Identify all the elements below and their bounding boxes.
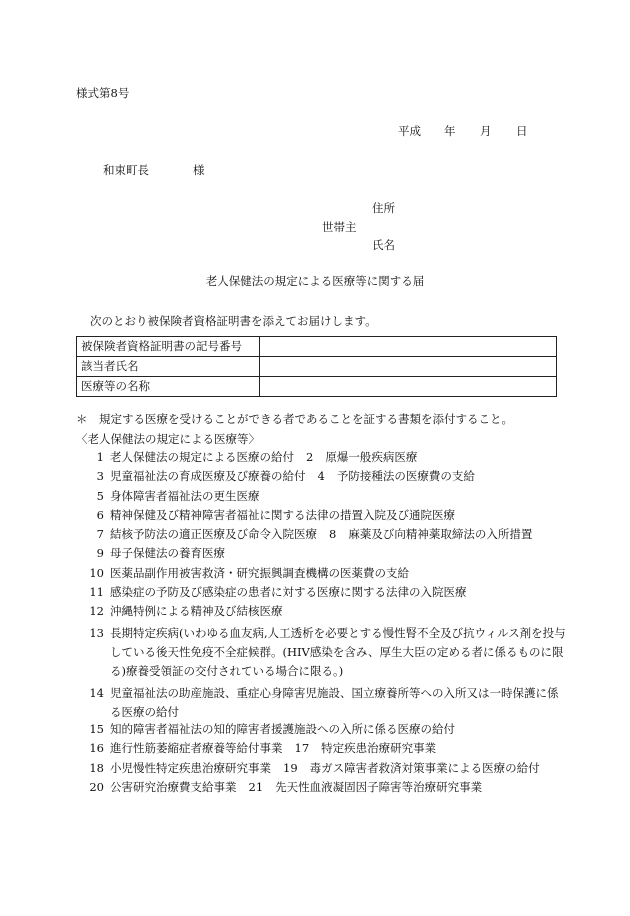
table-label-cert-number: 被保険者資格証明書の記号番号 [77, 337, 260, 357]
list-item: 9 母子保健法の養育医療 [96, 546, 225, 561]
addressee-line [103, 163, 205, 178]
list-item: 1 老人保健法の規定による医療の給付 2 原爆一般疾病医療 [96, 450, 418, 464]
list-item: 3 児童福祉法の育成医療及び療養の給付 4 予防接種法の医療費の支給 [96, 469, 475, 484]
honorific: 様 [193, 163, 205, 177]
householder-label: 世帯主 [322, 220, 357, 234]
info-table [76, 336, 557, 397]
date-month: 月 [480, 124, 492, 138]
table-label-medical-name: 医療等の名称 [77, 377, 260, 397]
list-item: 7 結核予防法の適正医療及び命令入院医療 8 麻薬及び向精神薬取締法の入所措置 [96, 527, 533, 542]
form-number: 様式第8号 [76, 86, 130, 100]
table-row [77, 377, 557, 397]
list-item: 15 知的障害者福祉法の知的障害者援護施設への入所に係る医療の給付 [89, 722, 455, 737]
addressee: 和束町長 [103, 163, 149, 177]
medical-list [76, 450, 566, 799]
list-item: 6 精神保健及び精神障害者福祉に関する法律の措置入院及び通院医療 [96, 507, 455, 522]
list-item: 12 沖縄特例による精神及び結核医療 [89, 604, 283, 619]
table-value-cert-number[interactable] [260, 337, 557, 357]
attachment-note: ＊ 規定する医療を受けることができる者であることを証する書類を添付すること。 [76, 412, 513, 426]
list-item: 18 小児慢性特定疾患治療研究事業 19 毒ガス障害者救済対策事業による医療の給付 [89, 760, 540, 775]
intro-text: 次のとおり被保険者資格証明書を添えてお届けします。 [90, 314, 377, 328]
list-item: 14 児童福祉法の助産施設、重症心身障害児施設、国立療養所等への入所又は一時保護に係る医療の給付 [89, 685, 559, 719]
list-item: 20 公害研究治療費支給事業 21 先天性血液凝固因子障害等治療研究事業 [89, 780, 483, 795]
table-value-medical-name[interactable] [260, 377, 557, 397]
table-value-person-name[interactable] [260, 357, 557, 377]
date-line [398, 124, 528, 139]
date-day: 日 [516, 124, 528, 138]
date-era: 平成 [398, 124, 421, 138]
table-row [77, 357, 557, 377]
address-label: 住所 [372, 201, 395, 215]
document-title: 老人保健法の規定による医療等に関する届 [205, 274, 425, 288]
table-row [77, 337, 557, 357]
list-item: 5 身体障害者福祉法の更生医療 [96, 488, 260, 503]
list-heading: 〈老人保健法の規定による医療等〉 [76, 432, 260, 446]
list-item: 11 感染症の予防及び感染症の患者に対する医療に関する法律の入院医療 [89, 585, 467, 600]
list-item: 13 長期特定疾病(いわゆる血友病,人工透析を必要とする慢性腎不全及び抗ウィルス剤を投与している後天性免疫不全症候群。(HIV感染を含み、厚生大臣の定める者に係るものに限る)療養受領証の交付されている場合に限る。) [89, 625, 566, 679]
table-label-person-name: 該当者氏名 [77, 357, 260, 377]
name-label: 氏名 [372, 238, 395, 252]
list-item: 10 医薬品副作用被害救済・研究振興調査機構の医薬費の支給 [89, 565, 409, 580]
list-item: 16 進行性筋萎縮症者療養等給付事業 17 特定疾患治療研究事業 [89, 741, 437, 756]
date-year: 年 [444, 124, 456, 138]
